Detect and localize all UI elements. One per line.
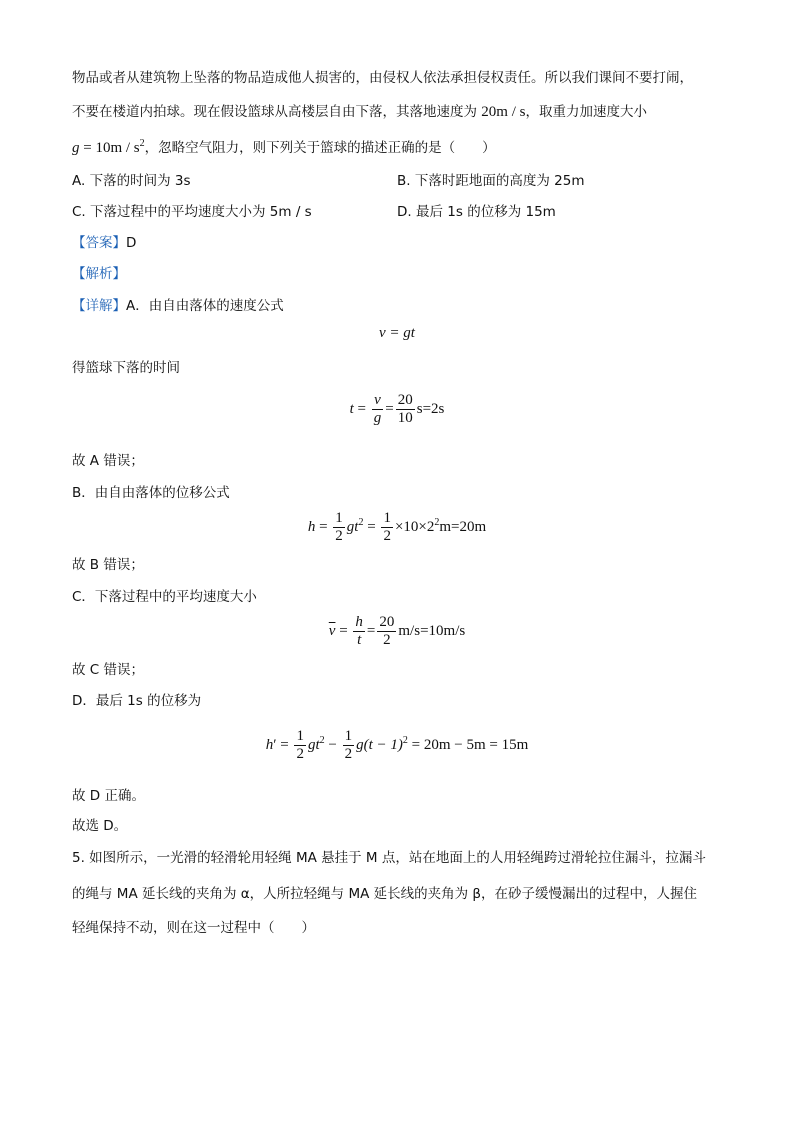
- detail-b-conclusion: 故 B 错误；: [72, 557, 144, 573]
- option-b: B. 下落时距地面的高度为 25m: [397, 173, 585, 189]
- answer-tag: 【答案】: [72, 235, 126, 251]
- option-a: A. 下落的时间为 3s: [72, 173, 191, 189]
- detail-d-conclusion: 故 D 正确。: [72, 788, 145, 804]
- option-d: D. 最后 1s 的位移为 15m: [397, 204, 556, 220]
- option-c: C. 下落过程中的平均速度大小为 5m / s: [72, 204, 312, 220]
- detail-c-conclusion: 故 C 错误；: [72, 662, 145, 678]
- q-line-1: 物品或者从建筑物上坠落的物品造成他人损害的，由侵权人依法承担侵权责任。所以我们课间不要打闹，: [72, 70, 693, 86]
- q5-line-3: 轻绳保持不动，则在这一过程中（ ）: [72, 920, 315, 936]
- q-line-2-a: 不要在楼道内拍球。现在假设篮球从高楼层自由下落，其落地速度为: [72, 104, 482, 120]
- detail-c-intro: C．下落过程中的平均速度大小: [72, 589, 257, 605]
- q-line-2: [72, 102, 647, 122]
- equation-average-speed: $\overline{v}$ = $\frac{h}{t}$ = $\frac{20}{2}$ m/s=10m/s: [328, 614, 466, 648]
- detail-a-text: 得篮球下落的时间: [72, 360, 180, 376]
- detail-a-conclusion: 故 A 错误；: [72, 453, 144, 469]
- gravity-value: $g = 10m / s^2$: [72, 138, 145, 156]
- q-line-2-b: ，取重力加速度大小: [525, 104, 647, 120]
- analysis-tag: 【解析】: [72, 266, 126, 282]
- landing-speed: 20m / s: [481, 104, 526, 120]
- answer-line: [72, 233, 136, 253]
- equation-v-gt: v = gt: [379, 325, 415, 341]
- detail-d-intro: D．最后 1s 的位移为: [72, 693, 202, 709]
- q-line-3-b: ，忽略空气阻力，则下列关于篮球的描述正确的是（ ）: [144, 140, 496, 156]
- equation-time: t = $\frac{v}{g}$ = $\frac{20}{10}$ s=2s: [349, 392, 445, 426]
- final-answer: 故选 D。: [72, 818, 128, 834]
- q-line-3: [72, 134, 496, 158]
- detail-b-intro: B．由自由落体的位移公式: [72, 485, 230, 501]
- equation-height: h = $\frac{1}{2}$ $gt^2$ = $\frac{1}{2}$ $\times 10\times 2^2m=20m$: [307, 510, 487, 544]
- detail-a-intro: 【详解】A．由自由落体的速度公式: [72, 298, 284, 314]
- q5-line-2: 的绳与 MA 延长线的夹角为 α，人所拉轻绳与 MA 延长线的夹角为 β，在砂子缓慢漏出的过程中，人握住: [72, 886, 698, 902]
- answer-value: D: [126, 235, 137, 251]
- equation-last-second: h′ = $\frac{1}{2}$ $gt^2$ − $\frac{1}{2}$ $g(t - 1)^2 = 20m - 5m = 15m$: [265, 728, 529, 762]
- q5-line-1: 5. 如图所示，一光滑的轻滑轮用轻绳 MA 悬挂于 M 点，站在地面上的人用轻绳跨过滑轮拉住漏斗，拉漏斗: [72, 850, 706, 866]
